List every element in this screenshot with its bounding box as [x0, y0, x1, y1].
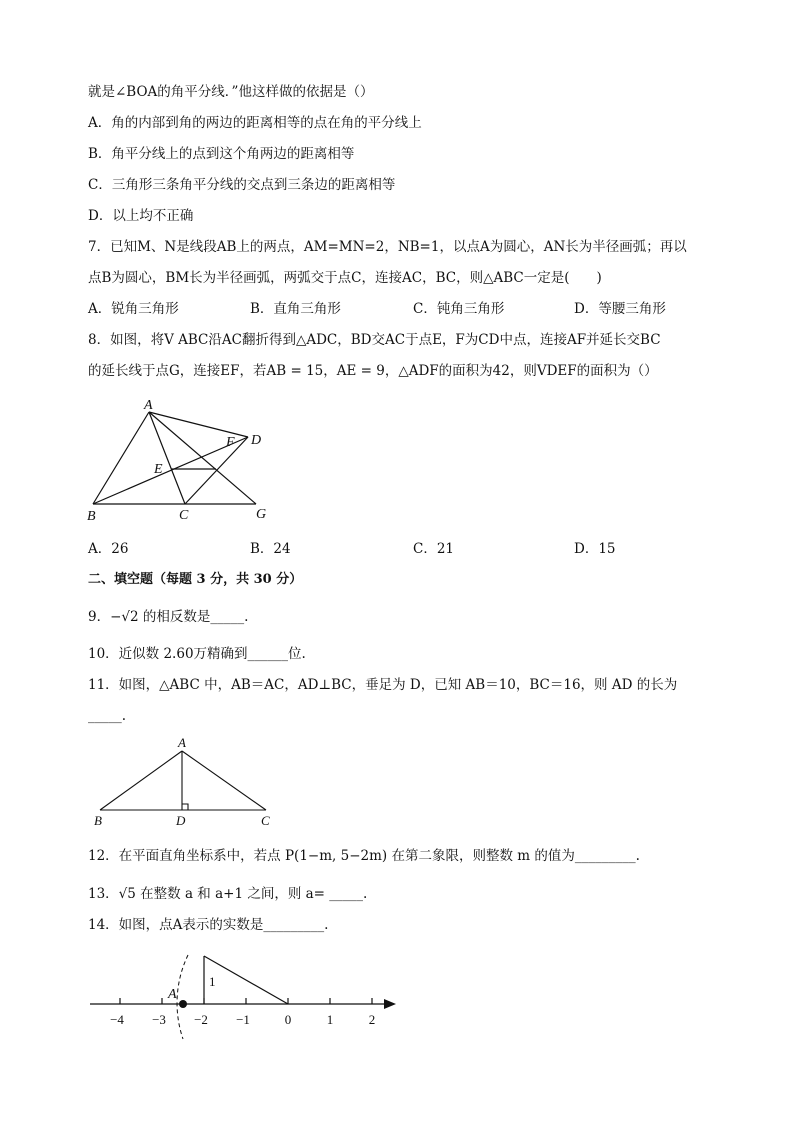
q7-options — [88, 300, 708, 318]
q8-option-c: C．21 — [413, 541, 455, 557]
q11-line1: 11．如图，△ABC 中，AB＝AC，AD⊥BC，垂足为 D，已知 AB＝10，BC＝16，则 AD 的长为 — [88, 677, 678, 693]
q8-label-c: C — [179, 508, 189, 523]
q14-height-label: 1 — [209, 974, 216, 989]
q7-option-a: A．锐角三角形 — [88, 301, 179, 317]
q14-axis-arrow-icon — [384, 999, 396, 1009]
q8-label-f: F — [226, 435, 235, 450]
q7-option-b: B．直角三角形 — [250, 301, 341, 317]
section2-heading: 二、填空题（每题 3 分，共 30 分） — [88, 572, 303, 587]
q14-point-label: A — [168, 987, 177, 1002]
q8-options — [88, 540, 708, 558]
q10-text: 10．近似数 2.60万精确到______位. — [88, 646, 306, 662]
q6-option-b: B．角平分线上的点到这个角两边的距离相等 — [88, 146, 355, 162]
q14-tick-label: −4 — [110, 1012, 124, 1027]
q9-text: 9．−√2 的相反数是_____. — [88, 609, 249, 625]
q11-line2: _____. — [88, 708, 127, 724]
q8-option-d: D．15 — [574, 541, 616, 557]
q14-tick-label: −3 — [152, 1012, 166, 1027]
q8-label-a: A — [144, 398, 153, 413]
q14-tick-label: 0 — [284, 1012, 292, 1027]
q13-text: 13．√5 在整数 a 和 a+1 之间，则 a= _____. — [88, 886, 368, 902]
q8-option-a: A．26 — [88, 541, 129, 557]
q6-tail: 就是∠BOA的角平分线．”他这样做的依据是（） — [88, 84, 374, 100]
q6-option-d: D．以上均不正确 — [88, 208, 194, 224]
q14-tick-label: −2 — [194, 1012, 208, 1027]
q8-line2: 的延长线于点G，连接EF，若AB = 15，AE = 9，△ADF的面积为42，则VDEF的面积为（） — [88, 363, 658, 379]
q8-line1: 8．如图，将V ABC沿AC翻折得到△ADC，BD交AC于点E，F为CD中点，连接AF并延长交BC — [88, 332, 661, 348]
q14-tick-label: 2 — [368, 1012, 376, 1027]
q8-label-d: D — [251, 433, 262, 448]
q7-line1: 7．已知M、N是线段AB上的两点，AM=MN=2，NB=1，以点A为圆心，AN长为半径画弧；再以 — [88, 239, 687, 255]
q8-label-b: B — [87, 509, 96, 524]
q14-point-a — [179, 1000, 187, 1008]
q11-label-a: A — [178, 735, 186, 750]
q11-label-b: B — [94, 813, 102, 828]
q11-seg-ab — [100, 751, 182, 810]
q14-hypotenuse — [204, 956, 288, 1004]
q11-label-d: D — [176, 813, 186, 828]
q7-line2: 点B为圆心，BM长为半径画弧，两弧交于点C，连接AC，BC，则△ABC一定是( ) — [88, 270, 602, 286]
q6-option-c: C．三角形三条角平分线的交点到三条边的距离相等 — [88, 177, 396, 193]
q11-right-angle-mark — [182, 804, 188, 810]
q12-text: 12．在平面直角坐标系中，若点 P(1−m, 5−2m) 在第二象限，则整数 m 的值为_________. — [88, 848, 640, 864]
q11-label-c: C — [261, 813, 270, 828]
q7-option-d: D．等腰三角形 — [574, 301, 666, 317]
q11-seg-ac — [182, 751, 266, 810]
q14-text: 14．如图，点A表示的实数是_________. — [88, 917, 329, 933]
q8-label-e: E — [154, 462, 163, 477]
q14-tick-label: 1 — [326, 1012, 334, 1027]
q8-seg-ac — [149, 412, 185, 504]
q8-seg-bd — [93, 437, 248, 504]
q14-tick-label: −1 — [236, 1012, 250, 1027]
q14-tick-marks — [120, 998, 372, 1004]
q8-label-g: G — [256, 507, 267, 522]
q14-dashed-arc — [177, 955, 188, 1039]
q14-number-line-figure — [86, 944, 406, 1044]
q6-option-a: A．角的内部到角的两边的距离相等的点在角的平分线上 — [88, 115, 422, 131]
q8-option-b: B．24 — [250, 541, 291, 557]
q11-figure — [86, 734, 286, 830]
q8-figure — [80, 392, 280, 524]
q8-seg-ab — [93, 412, 149, 504]
q7-option-c: C．钝角三角形 — [413, 301, 505, 317]
